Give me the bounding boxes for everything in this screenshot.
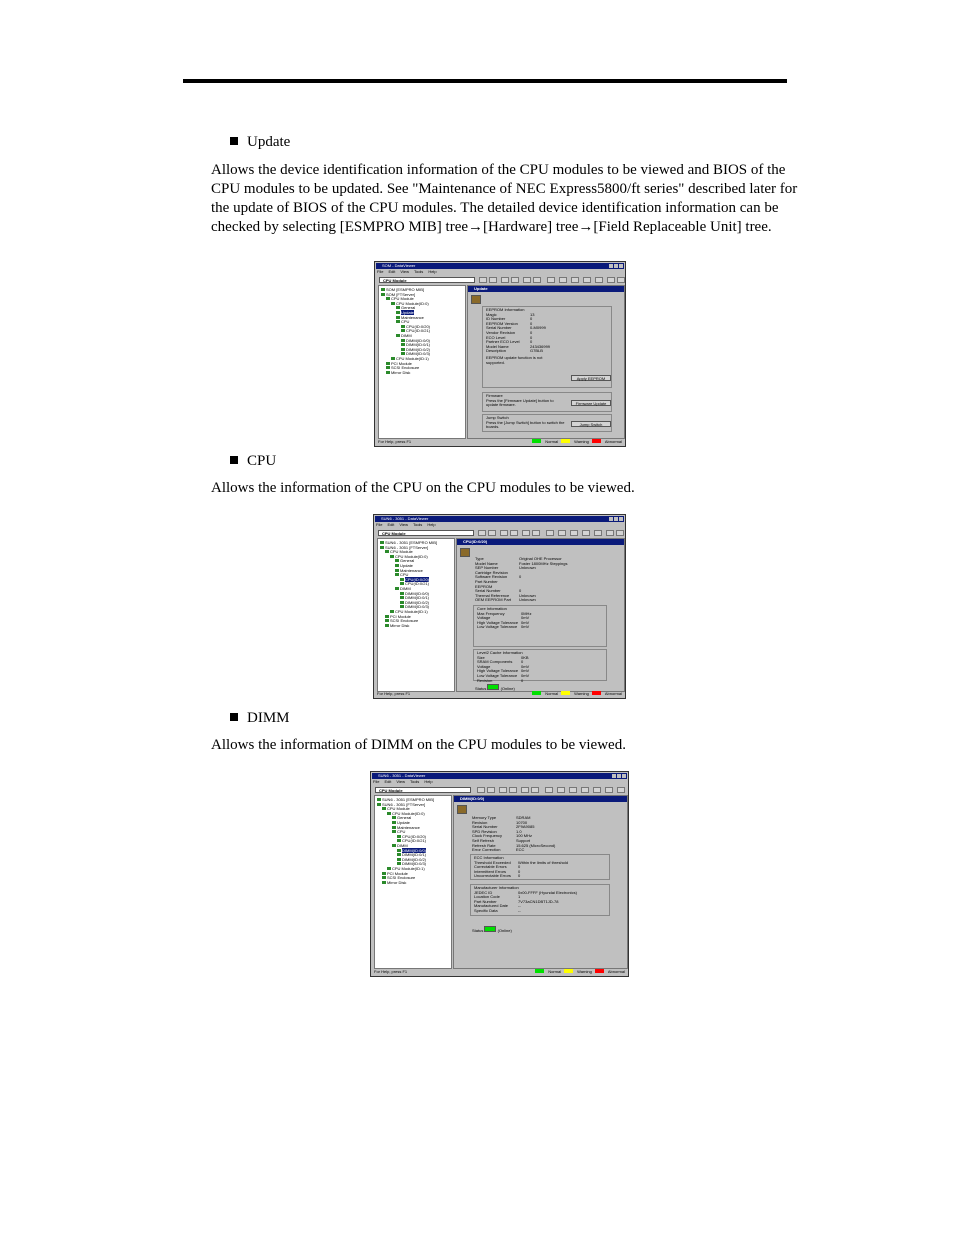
manufacturer-info-group: Manufacturer Information JEDEC ID 0x00-FFFF (Hyundai Electronics) Location Code 1 Part Number 7V73aCN1DBT1JD-78 Manufactured Date -- Specific Data -- (470, 884, 610, 916)
menu-tools[interactable]: Tools (412, 522, 423, 527)
cpu-icon (396, 320, 400, 323)
server-icon (381, 288, 385, 291)
toolbar-button[interactable] (569, 787, 577, 793)
toolbar-button[interactable] (593, 787, 601, 793)
tree-item[interactable]: DIMM(ID:0/0) (381, 339, 463, 344)
minimize-icon[interactable] (612, 774, 616, 778)
header-rule (183, 79, 787, 83)
abnormal-swatch (592, 439, 601, 443)
enclosure-icon (382, 876, 386, 879)
memory-icon (401, 339, 405, 342)
module-combo[interactable]: CPU Module (379, 277, 475, 283)
update-icon (392, 821, 396, 824)
toolbar-button[interactable] (607, 277, 615, 283)
module-icon (391, 302, 395, 305)
menu-file[interactable]: File (373, 779, 380, 784)
toolbar (373, 786, 626, 794)
toolbar-button[interactable] (547, 277, 555, 283)
tree-item[interactable]: DIMM (381, 334, 463, 339)
window-titlebar: SOM - DataViewer (376, 263, 624, 269)
toolbar-button[interactable] (583, 277, 591, 283)
jump-switch-group: Jump Switch Press the [Jump Switch] button to switch the boards. Jump Switch (482, 414, 612, 432)
cpu-icon (395, 573, 399, 576)
tree-item[interactable]: SCSI Enclosure (377, 876, 449, 881)
jump-switch-button[interactable]: Jump Switch (571, 421, 611, 427)
detail-pane (453, 795, 628, 969)
memory-icon (400, 596, 404, 599)
tree-item[interactable]: CPU Module (380, 550, 452, 555)
toolbar-button[interactable] (570, 530, 578, 536)
tree-item[interactable]: PCI Module (377, 872, 449, 877)
tree-item[interactable]: Maintenance (377, 826, 449, 831)
window-titlebar: SUN6 - 3051 - DataViewer (372, 773, 627, 779)
tree-item[interactable]: Maintenance (381, 316, 463, 321)
cpu-icon (460, 548, 470, 557)
tree-item[interactable]: Update (380, 564, 452, 569)
tree-item[interactable]: DIMM (377, 844, 449, 849)
memory-icon (401, 343, 405, 346)
menu-tools[interactable]: Tools (413, 269, 424, 274)
tree-item[interactable]: DIMM(ID:0/3) (381, 352, 463, 357)
memory-icon (401, 348, 405, 351)
toolbar-button[interactable] (546, 530, 554, 536)
menu-file[interactable]: File (376, 522, 383, 527)
module-icon (390, 610, 394, 613)
toolbar-button[interactable] (545, 787, 553, 793)
toolbar-button[interactable] (595, 277, 603, 283)
menu-bar (376, 523, 623, 528)
apply-eeprom-button[interactable]: Apply EEPROM (571, 375, 611, 381)
toolbar-button[interactable] (581, 787, 589, 793)
toolbar-button[interactable] (582, 530, 590, 536)
abnormal-swatch (592, 691, 601, 695)
memory-icon (401, 352, 405, 355)
tree-item[interactable]: Mirror Disk (377, 881, 449, 886)
tree-item[interactable]: CPU Module (377, 807, 449, 812)
tree-item[interactable]: CPU (380, 573, 452, 578)
toolbar-button[interactable] (487, 787, 495, 793)
server-icon (381, 293, 385, 296)
tree-item[interactable]: SOM [FTServer] (381, 293, 463, 298)
bullet-square-icon (230, 713, 238, 721)
toolbar-button[interactable] (532, 530, 540, 536)
normal-swatch (535, 969, 544, 973)
memory-icon (457, 805, 467, 814)
module-combo[interactable]: CPU Module (378, 530, 474, 536)
enclosure-icon (385, 619, 389, 622)
toolbar-button[interactable] (606, 530, 614, 536)
bullet-square-icon (230, 456, 238, 464)
tree-item[interactable]: CPU Module(ID:0) (381, 302, 463, 307)
toolbar-button[interactable] (510, 530, 518, 536)
section-heading-dimm: DIMM (230, 709, 290, 727)
toolbar-button[interactable] (477, 787, 485, 793)
module-icon (390, 555, 394, 558)
tree-item[interactable]: DIMM (380, 587, 452, 592)
memory-icon (397, 858, 401, 861)
close-icon[interactable] (622, 774, 626, 778)
tree-item[interactable]: SUN6 - 3051 [FTServer] (380, 546, 452, 551)
toolbar-button[interactable] (499, 787, 507, 793)
toolbar-button[interactable] (605, 787, 613, 793)
maximize-icon[interactable] (614, 517, 618, 521)
tree-item[interactable]: Maintenance (380, 569, 452, 574)
toolbar-button[interactable] (511, 277, 519, 283)
cpu-icon (401, 329, 405, 332)
cpu-icon (400, 578, 404, 581)
toolbar-button[interactable] (559, 277, 567, 283)
tree-pane[interactable] (374, 795, 452, 969)
cpu-icon (397, 835, 401, 838)
tree-item[interactable]: CPU Module(ID:1) (380, 610, 452, 615)
tree-item[interactable]: CPU Module(ID:0) (377, 812, 449, 817)
tree-item[interactable]: SUN6 - 3051 [ESMPRO MIB] (380, 541, 452, 546)
update-icon (395, 564, 399, 567)
tree-item[interactable]: CPU (377, 830, 449, 835)
section-heading-cpu: CPU (230, 452, 276, 470)
module-icon (387, 812, 391, 815)
tree-pane[interactable] (377, 538, 455, 692)
menu-edit[interactable]: Edit (388, 269, 396, 274)
module-icon (386, 362, 390, 365)
firmware-group: Firmware Press the [Firmware Update] button to update firmware. Firmware Update (482, 392, 612, 412)
normal-swatch (532, 439, 541, 443)
warning-swatch (564, 969, 573, 973)
toolbar-button[interactable] (617, 787, 625, 793)
toolbar-button[interactable] (500, 530, 508, 536)
dimm-info: Memory Type SDRAM Revision 10700 Serial Number 2F9A9085 SPD Revision 1.0 Clock Frequency 100 MHz Self Refresh Support Refresh Rate 15.625 (MicroSecond) Error Correction ECC (472, 815, 556, 853)
tree-item-selected[interactable]: Update (381, 311, 463, 316)
module-icon (382, 807, 386, 810)
status-bar: For Help, press F1 Normal Warning Abnormal (374, 969, 625, 974)
disk-icon (385, 624, 389, 627)
toolbar-button[interactable] (501, 277, 509, 283)
memory-icon (396, 334, 400, 337)
tree-item[interactable]: DIMM(ID:0/2) (381, 348, 463, 353)
info-icon (392, 816, 396, 819)
toolbar-button[interactable] (533, 277, 541, 283)
menu-tools[interactable]: Tools (409, 779, 420, 784)
memory-icon (400, 601, 404, 604)
memory-icon (395, 587, 399, 590)
tree-item[interactable]: CPU Module(ID:1) (377, 867, 449, 872)
status-led (487, 684, 499, 690)
toolbar-button[interactable] (478, 530, 486, 536)
disk-icon (382, 881, 386, 884)
menu-edit[interactable]: Edit (387, 522, 395, 527)
update-icon (396, 311, 400, 314)
info-icon (395, 559, 399, 562)
server-icon (380, 541, 384, 544)
toolbar-button[interactable] (509, 787, 517, 793)
disk-icon (386, 371, 390, 374)
update-icon (471, 295, 481, 304)
toolbar (376, 529, 623, 537)
window-titlebar: SUN6 - 3051 - DataViewer (375, 516, 624, 522)
tree-item[interactable]: PCI Module (380, 615, 452, 620)
maintenance-icon (396, 316, 400, 319)
tree-item[interactable]: CPU(ID:0/21) (380, 582, 452, 587)
menu-view[interactable]: View (400, 269, 409, 274)
module-icon (386, 297, 390, 300)
tree-item[interactable]: CPU (381, 320, 463, 325)
menu-help[interactable]: Help (427, 522, 436, 527)
cpu-icon (397, 839, 401, 842)
screenshot-dimm-window (370, 771, 629, 977)
normal-swatch (532, 691, 541, 695)
module-icon (385, 615, 389, 618)
panel-title: DIMM(ID:0/0) (454, 796, 627, 802)
tree-item[interactable]: DIMM(ID:0/3) (380, 605, 452, 610)
section-heading-update: Update (230, 133, 290, 151)
module-icon (391, 357, 395, 360)
tree-item[interactable]: Mirror Disk (380, 624, 452, 629)
maximize-icon[interactable] (614, 264, 618, 268)
minimize-icon[interactable] (609, 517, 613, 521)
menu-help[interactable]: Help (424, 779, 433, 784)
tree-item[interactable]: CPU Module(ID:0) (380, 555, 452, 560)
toolbar-button[interactable] (594, 530, 602, 536)
detail-pane (456, 538, 625, 692)
toolbar-button[interactable] (617, 277, 625, 283)
cpu-icon (392, 830, 396, 833)
tree-item-selected[interactable]: CPU(ID:0/20) (380, 578, 452, 583)
tree-item[interactable]: CPU Module (381, 297, 463, 302)
eeprom-group: EEPROM Information Magic 13 ID Number 0 EEPROM Version 0 Serial Number 0-M0999 Vendor Revision 0 ECO Level 0 Partner ECO Level 0 Model Name 243436999 Description G7BLB EEPROM update function is not supported. Apply EEPROM (482, 306, 612, 388)
tree-item[interactable]: PCI Module (381, 362, 463, 367)
tree-item[interactable]: DIMM(ID:0/1) (380, 596, 452, 601)
tree-item[interactable]: Update (377, 821, 449, 826)
server-icon (380, 546, 384, 549)
tree-item[interactable]: CPU(ID:0/20) (377, 835, 449, 840)
close-icon[interactable] (619, 264, 623, 268)
memory-icon (400, 605, 404, 608)
menu-view[interactable]: View (399, 522, 408, 527)
enclosure-icon (386, 366, 390, 369)
cpu-icon (400, 582, 404, 585)
warning-swatch (561, 691, 570, 695)
tree-item[interactable]: General (377, 816, 449, 821)
section-text-update: Allows the device identification information of the CPU modules to be viewed and BIOS of the CPU modules to be updated. See "Maintenance of NEC Express5800/ft series" described later for the update of BIOS of the CPU modules. The detailed device identification information can be checked by selecting [ESMPRO MIB] tree→[Hardware] tree→[Field Replaceable Unit] tree. (211, 162, 798, 235)
tree-item[interactable]: CPU Module(ID:1) (381, 357, 463, 362)
menu-edit[interactable]: Edit (384, 779, 392, 784)
cpu-icon (401, 325, 405, 328)
screenshot-update-window (374, 261, 626, 447)
status-bar: For Help, press F1 Normal Warning Abnormal (377, 691, 622, 696)
firmware-update-button[interactable]: Firmware Update (571, 400, 611, 406)
memory-icon (397, 849, 401, 852)
menu-bar (373, 780, 626, 785)
tree-item[interactable]: Mirror Disk (381, 371, 463, 376)
cache-info-group: Level2 Cache Information Size 0KB SRAM Components 0 Voltage 0mV High Voltage Tolerance 0mV Low Voltage Tolerance 0mV Revision 0 (473, 649, 607, 681)
tree-item[interactable]: CPU(ID:0/21) (377, 839, 449, 844)
minimize-icon[interactable] (609, 264, 613, 268)
cpu-info: Type Original OHE Processor Model Name Foster 1800MHz Steppings SEP Number Unknown Cartridge Revision Software Revision 0 Part Number EEPROM Serial Number 0 Thermal Reference Unknown OEM EEPROM Part Unknown (475, 556, 568, 603)
tree-item-selected[interactable]: DIMM(ID:0/0) (377, 849, 449, 854)
toolbar (377, 276, 623, 284)
core-info-group: Core Information Max Frequency 0MHz Voltage 0mV High Voltage Tolerance 0mV Low Voltage Tolerance 0mV (473, 605, 607, 647)
module-icon (385, 550, 389, 553)
tree-item[interactable]: SUN6 - 3051 [FTServer] (377, 803, 449, 808)
status-row: Status (Online) (475, 686, 515, 691)
toolbar-button[interactable] (521, 787, 529, 793)
tree-item[interactable]: SUN6 - 3051 [ESMPRO MIB] (377, 798, 449, 803)
menu-view[interactable]: View (396, 779, 405, 784)
module-icon (382, 872, 386, 875)
tree-item[interactable]: General (381, 306, 463, 311)
tree-item[interactable]: SOM [ESMPRO MIB] (381, 288, 463, 293)
memory-icon (397, 862, 401, 865)
toolbar-button[interactable] (557, 787, 565, 793)
abnormal-swatch (595, 969, 604, 973)
tree-item[interactable]: CPU(ID:0/20) (381, 325, 463, 330)
toolbar-button[interactable] (479, 277, 487, 283)
toolbar-button[interactable] (558, 530, 566, 536)
bullet-square-icon (230, 137, 238, 145)
menu-file[interactable]: File (377, 269, 384, 274)
server-icon (377, 798, 381, 801)
tree-item[interactable]: DIMM(ID:0/3) (377, 862, 449, 867)
toolbar-button[interactable] (489, 277, 497, 283)
memory-icon (400, 592, 404, 595)
tree-pane[interactable] (378, 285, 466, 439)
panel-title: CPU(ID:0/20) (457, 539, 624, 545)
tree-item[interactable]: SCSI Enclosure (381, 366, 463, 371)
ecc-info-group: ECC Information Threshold Exceeded Within the limits of threshold Correctable Errors 0 Intermittent Errors 0 Uncorrectable Errors 0 (470, 854, 610, 880)
maintenance-icon (395, 569, 399, 572)
server-icon (377, 803, 381, 806)
status-bar: For Help, press F1 Normal Warning Abnormal (378, 439, 622, 444)
tree-item[interactable]: DIMM(ID:0/2) (377, 858, 449, 863)
menu-bar (377, 270, 623, 275)
tree-item[interactable]: General (380, 559, 452, 564)
section-text-dimm: Allows the information of DIMM on the CPU modules to be viewed. (211, 737, 626, 753)
info-icon (396, 306, 400, 309)
detail-pane (467, 285, 625, 439)
memory-icon (392, 844, 396, 847)
tree-item[interactable]: DIMM(ID:0/0) (380, 592, 452, 597)
toolbar-button[interactable] (571, 277, 579, 283)
screenshot-cpu-window (373, 514, 626, 699)
toolbar-button[interactable] (616, 530, 624, 536)
status-row: Status (Online) (472, 928, 512, 933)
maximize-icon[interactable] (617, 774, 621, 778)
module-combo[interactable]: CPU Module (375, 787, 471, 793)
memory-icon (397, 853, 401, 856)
warning-swatch (561, 439, 570, 443)
tree-item[interactable]: DIMM(ID:0/1) (377, 853, 449, 858)
menu-help[interactable]: Help (428, 269, 437, 274)
toolbar-button[interactable] (523, 277, 531, 283)
panel-title: Update (468, 286, 624, 292)
tree-item[interactable]: DIMM(ID:0/1) (381, 343, 463, 348)
maintenance-icon (392, 826, 396, 829)
tree-item[interactable]: CPU(ID:0/21) (381, 329, 463, 334)
tree-item[interactable]: DIMM(ID:0/2) (380, 601, 452, 606)
toolbar-button[interactable] (531, 787, 539, 793)
toolbar-button[interactable] (488, 530, 496, 536)
toolbar-button[interactable] (522, 530, 530, 536)
tree-item[interactable]: SCSI Enclosure (380, 619, 452, 624)
close-icon[interactable] (619, 517, 623, 521)
status-led (484, 926, 496, 932)
section-text-cpu: Allows the information of the CPU on the CPU modules to be viewed. (211, 480, 635, 496)
module-icon (387, 867, 391, 870)
